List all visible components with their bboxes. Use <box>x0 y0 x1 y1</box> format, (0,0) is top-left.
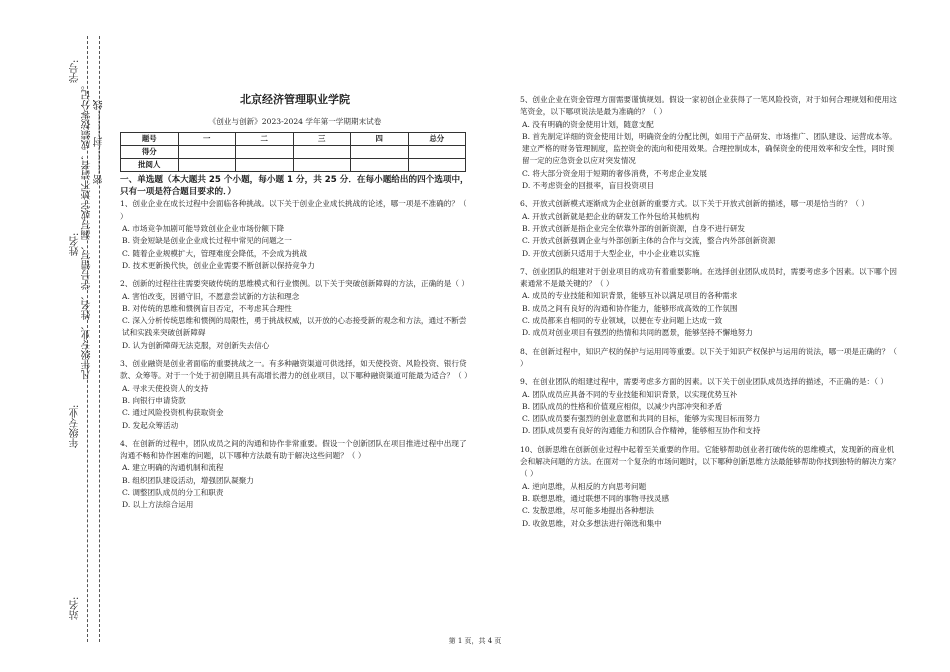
question-stem: 7、创业团队的组建对于创业项目的成功有着重要影响。在选择创业团队成员时，需要考虑多个因素。以下哪个因素通常不是最关键的？（ ） <box>520 266 897 289</box>
school-name: 北京经济管理职业学院 <box>240 93 350 106</box>
question-option: A. 寻求天使投资人的支持 <box>122 383 209 393</box>
score-table-header: 四 <box>351 132 409 145</box>
question-stem: 4、在创新的过程中，团队成员之间的沟通和协作非常重要。假设一个创新团队在项目推进过程中出现了沟通不畅和协作困难的问题，以下哪种方法最有助于解决这些问题？（ ） <box>120 438 467 461</box>
question <box>520 444 900 530</box>
question <box>120 198 470 272</box>
section-title: 一、单选题（本大题共 25 个小题，每小题 1 分，共 25 分．在每小题给出的四个选项中，只有一项是符合题目要求的．） <box>120 175 469 198</box>
score-table-header: 二 <box>236 132 294 145</box>
score-cell <box>293 145 351 158</box>
question-option: B. 成员之间有良好的沟通和协作能力，能够形成高效的工作氛围 <box>522 303 738 313</box>
question <box>120 278 470 352</box>
label-student-id: 学号: <box>70 60 81 84</box>
question-option: D. 不考虑资金的回报率，盲目投资项目 <box>522 181 655 191</box>
question-stem: 3、创业融资是创业者面临的重要挑战之一。有多种融资渠道可供选择，如天使投资、风险投资、银行贷款、众筹等。对于一个处于初创期且具有高增长潜力的创业项目，以下哪种融资渠道可能最为适合？（ ） <box>120 359 472 381</box>
question-option: C. 调整团队成员的分工和职责 <box>122 488 224 498</box>
question-option: D. 团队成员要有良好的沟通能力和团队合作精神，能够相互协作和支持 <box>522 426 761 436</box>
score-table-header: 总分 <box>408 132 466 145</box>
question <box>520 198 900 259</box>
question-option: D. 收敛思维，对众多想法进行筛选和集中 <box>522 518 662 528</box>
question-option: A. 害怕改变，因循守旧，不愿意尝试新的方法和理念 <box>122 291 300 301</box>
question-option: D. 认为创新障碍无法克服，对创新失去信心 <box>122 340 270 350</box>
question-option: C. 发散思维，尽可能多地提出各种想法 <box>522 506 654 516</box>
question-option: B. 组织团队建设活动，增强团队凝聚力 <box>122 475 254 485</box>
question-stem: 9、在创业团队的组建过程中，需要考虑多方面的因素。以下关于创业团队成员选择的描述，不正确的是：（ ） <box>520 377 888 387</box>
score-cell <box>236 145 294 158</box>
question-stem: 2、创新的过程往往需要突破传统的思维模式和行业惯例。以下关于突破创新障碍的方法，正确的是（ ） <box>120 279 469 289</box>
right-questions <box>520 94 900 530</box>
question <box>120 358 470 432</box>
question-option: A. 开放式创新就是把企业的研发工作外包给其他机构 <box>522 211 700 221</box>
question <box>520 376 900 437</box>
score-cell <box>351 145 409 158</box>
question-option: C. 深入分析传统思维和惯例的局限性，勇于挑战权威，以开放的心态接受新的观念和方法，通过不断尝试和实践来突破创新障碍 <box>122 316 467 338</box>
score-cell <box>178 145 236 158</box>
question-option: B. 对传统的思维和惯例盲目否定，不考虑其合理性 <box>122 303 292 313</box>
score-table <box>120 132 466 173</box>
question-stem: 8、在创新过程中，知识产权的保护与运用同等重要。以下关于知识产权保护与运用的说法，哪一项是正确的？（ ） <box>520 346 897 368</box>
grader-row-label: 批阅人 <box>121 159 179 172</box>
score-cell <box>236 159 294 172</box>
score-cell <box>351 159 409 172</box>
score-row-label: 得分 <box>121 145 179 158</box>
question-option: C. 成员都来自相同的专业领域，以便在专业问题上达成一致 <box>522 316 723 326</box>
score-cell <box>178 159 236 172</box>
question-option: A. 市场竞争加剧可能导致创业企业市场份额下降 <box>122 224 285 234</box>
question-option: B. 资金短缺是创业企业成长过程中常见的问题之一 <box>122 236 292 246</box>
score-table-header-row <box>121 132 466 145</box>
exam-subtitle: 《创业与创新》2023-2024 学年第一学期期末试卷 <box>208 117 382 127</box>
question <box>520 346 900 371</box>
question-option: C. 开放式创新强调企业与外部创新主体的合作与交流，整合内外部创新资源 <box>522 236 776 246</box>
grader-row <box>121 159 466 172</box>
page-footer: 第 1 页，共 4 页 <box>448 637 502 645</box>
question-stem: 1、创业企业在成长过程中会面临各种挑战。以下关于创业企业成长挑战的论述，哪一项是不准确的？（ ） <box>120 199 467 221</box>
label-name: 姓名: <box>70 232 81 256</box>
question-option: D. 技术更新换代快，创业企业需要不断创新以保持竞争力 <box>122 260 315 270</box>
question-option: D. 以上方法综合运用 <box>122 500 194 510</box>
score-cell <box>293 159 351 172</box>
question-option: B. 团队成员的性格和价值观应相似，以减少内部冲突和矛盾 <box>522 401 723 411</box>
question-stem: 5、创业企业在资金管理方面需要谨慎规划。假设一家初创企业获得了一笔风险投资，对于如何合理规划和使用这笔资金，以下哪项说法是最为准确的？（ ） <box>520 95 897 117</box>
question-option: D. 成员对创业项目有强烈的热情和共同的愿景，能够坚持不懈地努力 <box>522 328 753 338</box>
question <box>520 94 900 192</box>
question-option: C. 通过风险投资机构获取资金 <box>122 408 224 418</box>
score-row <box>121 145 466 158</box>
question-option: A. 团队成员应具备不同的专业技能和知识背景，以实现优势互补 <box>522 389 738 399</box>
label-major: 年级专业: <box>70 404 81 448</box>
question <box>520 266 900 340</box>
binding-notice: 凡年级专业、姓名、学号错写、漏写或字迹不清者，成绩按零分记。 <box>82 80 93 380</box>
question-option: C. 将大部分资金用于短期的奢侈消费，不考虑企业发展 <box>522 168 708 178</box>
score-table-header: 题号 <box>121 132 179 145</box>
question-option: D. 发起众筹活动 <box>122 420 179 430</box>
question-option: D. 开放式创新只适用于大型企业，中小企业难以实施 <box>522 248 700 258</box>
question-option: B. 联想思维，通过联想不同的事物寻找灵感 <box>522 493 670 503</box>
question-option: B. 开放式创新是指企业完全依靠外部的创新资源，自身不进行研发 <box>522 223 746 233</box>
question-stem: 6、开放式创新模式逐渐成为企业创新的重要方式。以下关于开放式创新的描述，哪一项是恰当的？（ ） <box>520 199 869 209</box>
question-option: C. 团队成员要有强烈的创业意愿和共同的目标，能够为实现目标而努力 <box>522 414 761 424</box>
question-option: A. 建立明确的沟通机制和流程 <box>122 463 224 473</box>
question-option: A. 逆向思维，从相反的方向思考问题 <box>522 481 647 491</box>
left-column <box>120 94 470 518</box>
left-questions <box>120 198 470 511</box>
score-table-header: 一 <box>178 132 236 145</box>
question <box>120 438 470 512</box>
score-table-header: 三 <box>293 132 351 145</box>
question-option: B. 首先制定详细的资金使用计划，明确资金的分配比例，如用于产品研发、市场推广、团队建设、运营成本等。建立严格的财务管理制度，监控资金的流向和使用效果。合理控制成本，确保资金的使用效率和安全性，同时预留一定的应急资金以应对突发情况 <box>522 131 897 166</box>
binding-margin <box>0 0 110 672</box>
seal-line-text: 密--------封--------线 <box>94 100 105 185</box>
label-station: 站名: <box>70 596 81 620</box>
question-option: A. 没有明确的资金使用计划，随意支配 <box>522 119 654 129</box>
question-option: B. 向银行申请贷款 <box>122 395 186 405</box>
question-option: C. 随着企业规模扩大，管理难度会降低，不会成为挑战 <box>122 248 308 258</box>
score-cell <box>408 145 466 158</box>
question-stem: 10、创新思维在创新创业过程中起着至关重要的作用。它能够帮助创业者打破传统的思维模式，发现新的商业机会和解决问题的方法。在面对一个复杂的市场问题时，以下哪种创新思维方法最能够帮助你找到独特的解决方案？（ ） <box>520 444 900 479</box>
score-cell <box>408 159 466 172</box>
question-option: A. 成员的专业技能和知识背景，能够互补以满足项目的各种需求 <box>522 291 738 301</box>
right-column <box>520 94 900 536</box>
